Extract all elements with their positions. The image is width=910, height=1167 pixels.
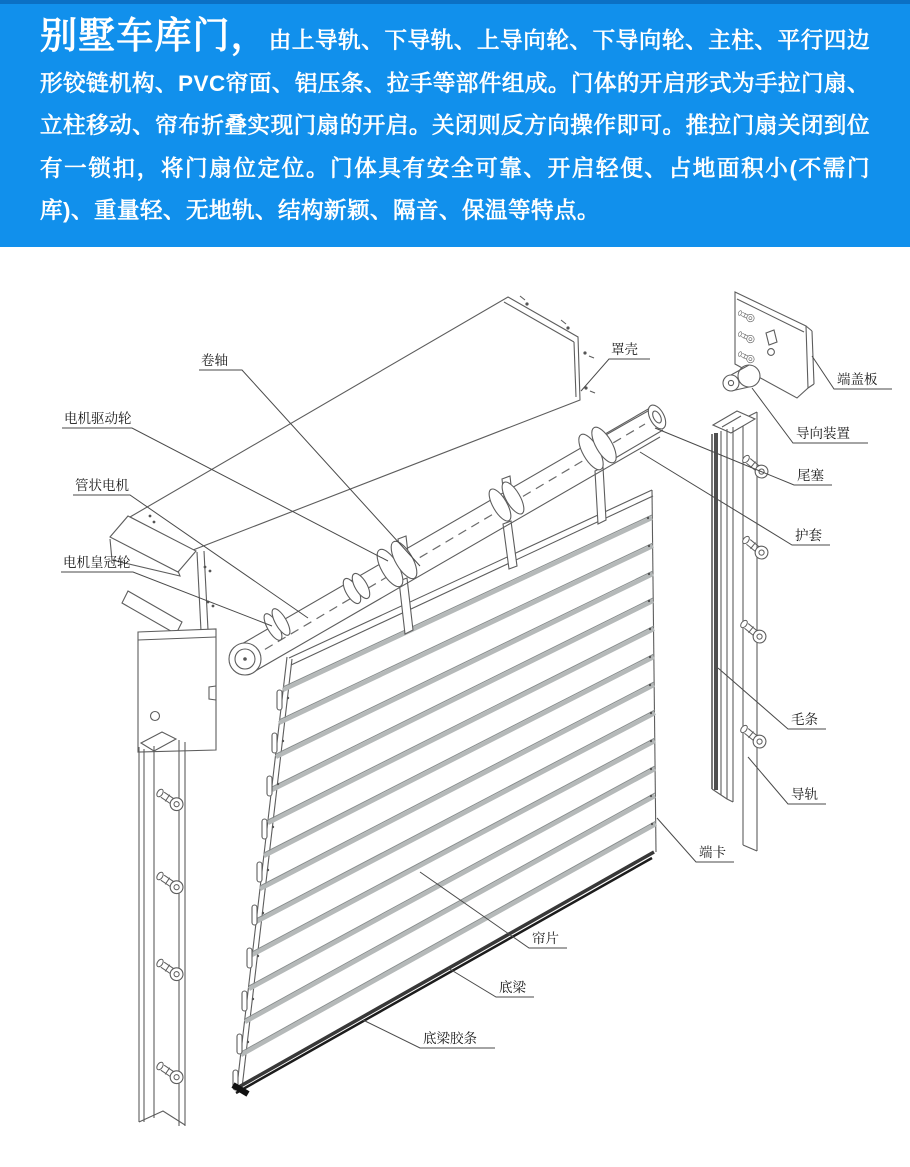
label-bottom-beam-rubber: 底梁胶条	[423, 1031, 477, 1046]
label-motor-crown-wheel: 电机皇冠轮	[63, 555, 131, 570]
hood-screw-marks	[149, 296, 595, 523]
motor-drive-wheel-ring	[372, 538, 422, 591]
label-motor-drive-wheel: 电机驱动轮	[64, 411, 132, 426]
bottom-beam-rubber-strip	[236, 858, 652, 1093]
label-tubular-motor: 管状电机	[75, 478, 129, 493]
label-tail-plug: 尾塞	[797, 468, 824, 483]
end-cover-plate	[723, 292, 814, 398]
protective-sleeve-ring	[574, 424, 621, 474]
left-guide-rail	[139, 732, 185, 1126]
label-guide-rail: 导轨	[791, 787, 818, 802]
curtain	[233, 490, 656, 1094]
product-description: 由上导轨、下导轨、上导向轮、下导向轮、主柱、平行四边形铰链机构、PVC帘面、铝压条、拉手等部件组成。门体的开启形式为手拉门扇、立柱移动、帘布折叠实现门扇的开启。关闭则反方向操作即可。推拉门扇关闭到位有一锁扣，将门扇位定位。门体具有安全可靠、开启轻便、占地面积小(不需门库)、重量轻、无地轨、结构新颖、隔音、保温等特点。	[40, 28, 871, 223]
motor-control-box	[138, 629, 216, 752]
label-hood: 罩壳	[611, 342, 638, 357]
title-separator: ，	[230, 15, 269, 56]
expansion-screw	[154, 869, 185, 896]
label-protective-sleeve: 护套	[795, 528, 822, 543]
guide-device-boss	[723, 365, 760, 391]
label-roller-shaft: 卷轴	[201, 353, 228, 368]
expansion-screw	[154, 1059, 185, 1086]
label-bottom-beam: 底梁	[499, 980, 526, 995]
slat-end-dots	[647, 517, 653, 825]
motor-head-end-cap	[229, 643, 261, 675]
leader-roller-shaft	[199, 370, 420, 566]
leader-hood	[581, 359, 650, 391]
label-brush-strip: 毛条	[791, 712, 818, 727]
hood-panel	[130, 296, 595, 550]
label-guide-device: 导向装置	[796, 426, 850, 441]
bottom-beam	[237, 852, 654, 1088]
expansion-screw	[154, 956, 185, 983]
expansion-screw	[154, 786, 185, 813]
expansion-screw	[740, 533, 771, 561]
motor-crown-wheel-ring	[261, 606, 294, 642]
label-end-clip: 端卡	[699, 845, 726, 860]
right-guide-rail	[712, 411, 771, 851]
expansion-screw	[740, 452, 771, 480]
motor-mounting-bracket	[110, 516, 214, 634]
product-title: 别墅车库门	[40, 15, 231, 56]
label-end-cover-plate: 端盖板	[837, 372, 878, 387]
collar-ring	[340, 571, 373, 606]
label-curtain-slat: 帘片	[532, 931, 559, 946]
